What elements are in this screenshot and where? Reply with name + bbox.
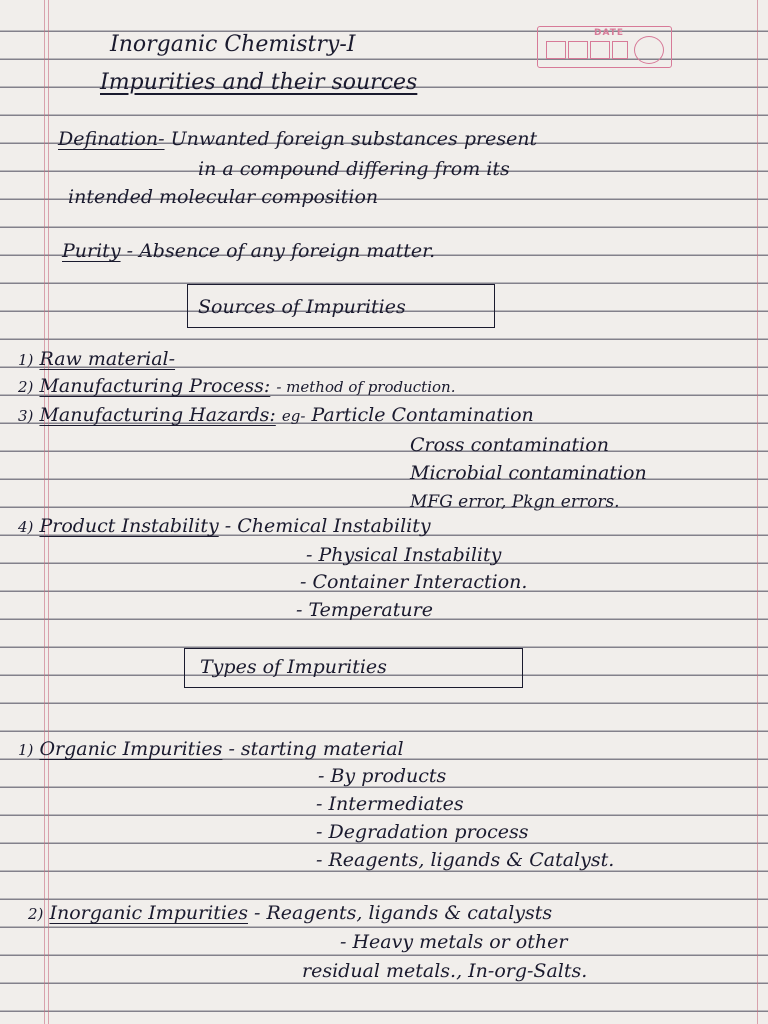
date-box [590, 41, 610, 59]
sub-item: - Intermediates [316, 793, 464, 815]
definition-line: intended molecular composition [68, 186, 379, 208]
sub-item: - Heavy metals or other [340, 931, 568, 953]
sub-item: - Physical Instability [306, 544, 502, 566]
purity-text: - Absence of any foreign matter. [126, 240, 436, 262]
date-box [612, 41, 628, 59]
date-label: DATE [594, 28, 625, 38]
item-text: Raw material- [39, 348, 176, 370]
sub-item: - Container Interaction. [300, 571, 528, 593]
margin-line [44, 0, 45, 1024]
sub-item: Cross contamination [410, 434, 609, 456]
list-item [18, 406, 534, 425]
sub-item: - starting material [228, 738, 404, 760]
date-box [546, 41, 566, 59]
page-title: Inorganic Chemistry-I [110, 32, 356, 57]
item-text: Product Instability [39, 515, 219, 537]
definition-line: Unwanted foreign substances present [170, 128, 538, 150]
margin-line [757, 0, 758, 1024]
sub-item: - Chemical Instability [224, 515, 431, 537]
date-stamp [537, 26, 672, 68]
purity-line [62, 242, 435, 261]
sub-item: - By products [318, 765, 447, 787]
item-number: 2) [28, 905, 44, 923]
item-number: 1) [18, 351, 34, 369]
list-item [18, 740, 404, 759]
sub-item: - Reagents, ligands & catalysts [254, 902, 553, 924]
page-subtitle: Impurities and their sources [100, 70, 418, 95]
item-text: Organic Impurities [39, 738, 223, 760]
sub-item: residual metals., In-org-Salts. [302, 960, 588, 982]
list-item [18, 377, 455, 396]
item-number: 1) [18, 741, 34, 759]
sub-item: - Degradation process [316, 821, 529, 843]
item-note: eg- [281, 407, 306, 425]
purity-label: Purity [62, 240, 121, 262]
definition-line: in a compound differing from its [198, 158, 510, 180]
definition-block [58, 130, 537, 149]
page-number-circle [634, 36, 664, 64]
item-number: 4) [18, 518, 34, 536]
definition-label: Defination- [58, 128, 165, 150]
sub-item: - Temperature [296, 599, 433, 621]
sub-item: Particle Contamination [311, 404, 534, 426]
types-heading: Types of Impurities [200, 656, 387, 678]
sub-item: MFG error, Pkgn errors. [410, 492, 620, 512]
list-item [18, 517, 431, 536]
item-text: Manufacturing Hazards: [39, 404, 276, 426]
item-number: 2) [18, 378, 34, 396]
item-text: Inorganic Impurities [49, 902, 248, 924]
date-box [568, 41, 588, 59]
sub-item: - Reagents, ligands & Catalyst. [316, 849, 615, 871]
margin-line [48, 0, 49, 1024]
sources-heading: Sources of Impurities [198, 296, 406, 318]
item-note: - method of production. [276, 378, 456, 396]
list-item [18, 350, 175, 369]
item-number: 3) [18, 407, 34, 425]
list-item [28, 904, 552, 923]
item-text: Manufacturing Process: [39, 375, 271, 397]
sub-item: Microbial contamination [410, 462, 647, 484]
